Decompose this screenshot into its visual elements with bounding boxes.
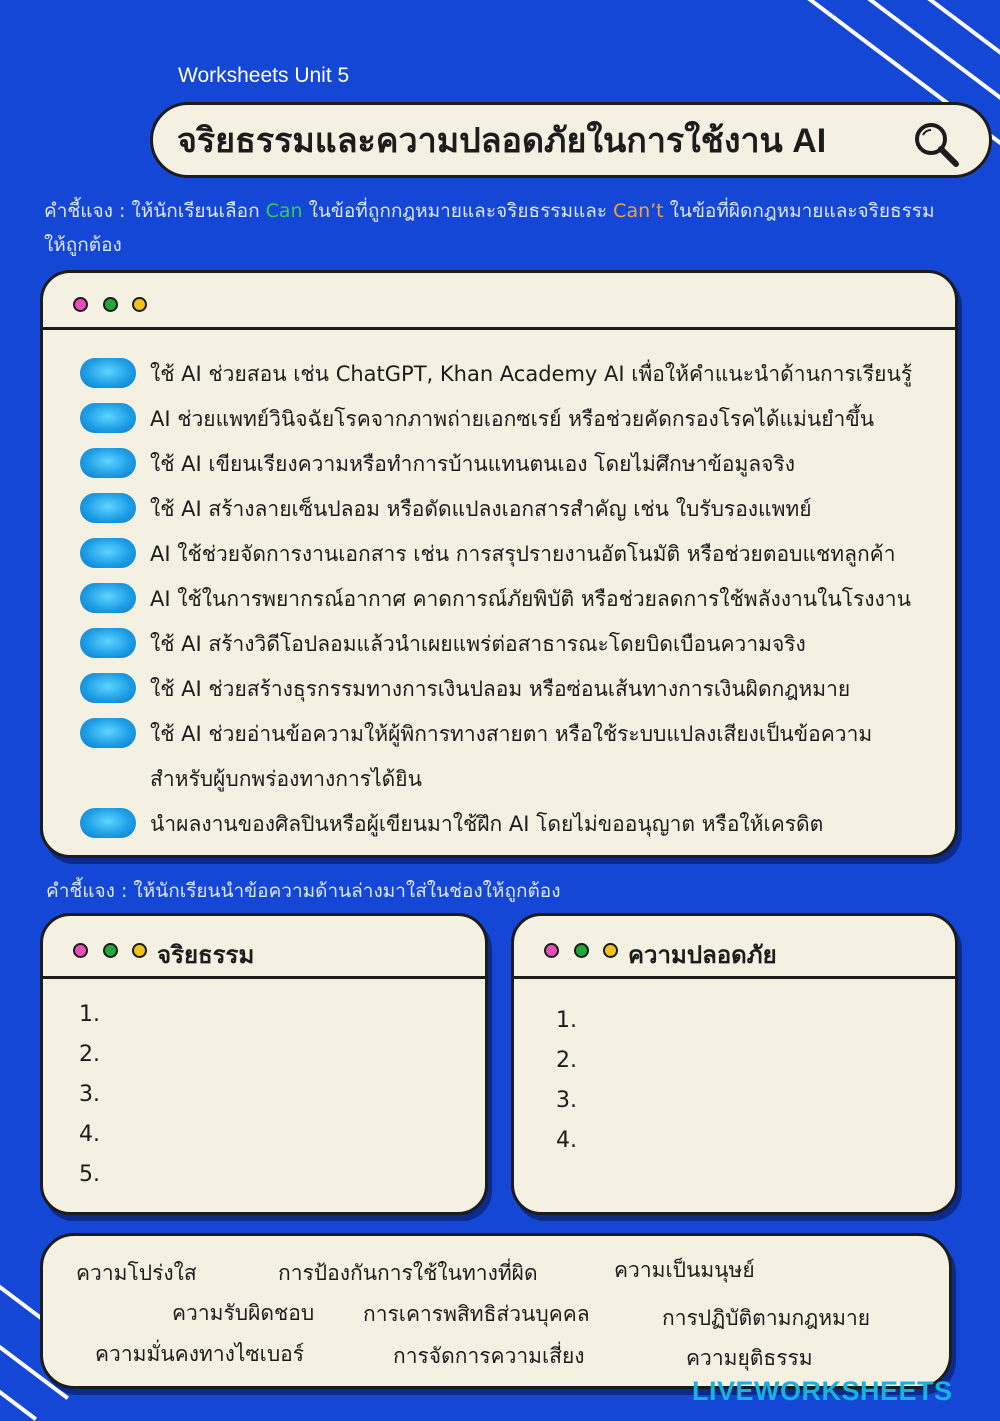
ethics-slot-3[interactable]: 3.	[79, 1082, 100, 1107]
word-chip-fairness[interactable]: ความยุติธรรม	[686, 1346, 813, 1370]
word-chip-responsibility[interactable]: ความรับผิดชอบ	[172, 1301, 315, 1325]
instruction-suffix: ในข้อที่ผิดกฎหมายและจริยธรรม	[669, 200, 935, 222]
ethics-slot-1[interactable]: 1.	[79, 1002, 100, 1027]
answer-toggle-3[interactable]	[80, 448, 136, 478]
word-chip-transparency[interactable]: ความโปร่งใส	[76, 1261, 197, 1285]
search-icon	[911, 119, 961, 169]
yellow-dot-icon	[132, 943, 147, 958]
word-chip-misuse-prevention[interactable]: การป้องกันการใช้ในทางที่ผิด	[278, 1261, 538, 1285]
title-bar	[150, 102, 992, 178]
instruction-1	[44, 194, 984, 262]
word-chip-risk-management[interactable]: การจัดการความเสี่ยง	[393, 1344, 585, 1368]
statement-1: ใช้ AI ช่วยสอน เช่น ChatGPT, Khan Academy AI เพื่อให้คำแนะนำด้านการเรียนรู้	[150, 362, 913, 386]
instruction-middle: ในข้อที่ถูกกฎหมายและจริยธรรมและ	[308, 200, 608, 222]
yellow-dot-icon	[132, 297, 147, 312]
statement-5: AI ใช้ช่วยจัดการงานเอกสาร เช่น การสรุปรายงานอัตโนมัติ หรือช่วยตอบแชทลูกค้า	[150, 542, 896, 566]
cant-keyword: Can’t	[613, 200, 664, 222]
decorative-stripe	[919, 0, 1000, 114]
yellow-dot-icon	[603, 943, 618, 958]
ethics-slot-2[interactable]: 2.	[79, 1042, 100, 1067]
statement-3: ใช้ AI เขียนเรียงความหรือทำการบ้านแทนตนเอง โดยไม่ศึกษาข้อมูลจริง	[150, 452, 796, 476]
statement-6: AI ใช้ในการพยากรณ์อากาศ คาดการณ์ภัยพิบัติ หรือช่วยลดการใช้พลังงานในโรงงาน	[150, 587, 911, 611]
word-chip-privacy[interactable]: การเคารพสิทธิส่วนบุคคล	[363, 1302, 590, 1326]
statement-9-line2: สำหรับผู้บกพร่องทางการได้ยิน	[150, 767, 422, 791]
statement-2: AI ช่วยแพทย์วินิจฉัยโรคจากภาพถ่ายเอกซเรย์ หรือช่วยคัดกรองโรคได้แม่นยำขึ้น	[150, 407, 875, 431]
statement-4: ใช้ AI สร้างลายเซ็นปลอม หรือดัดแปลงเอกสารสำคัญ เช่น ใบรับรองแพทย์	[150, 497, 812, 521]
statement-7: ใช้ AI สร้างวิดีโอปลอมแล้วนำเผยแพร่ต่อสาธารณะโดยบิดเบือนความจริง	[150, 632, 806, 656]
answer-toggle-9[interactable]	[80, 718, 136, 748]
ethics-slot-4[interactable]: 4.	[79, 1122, 100, 1147]
ethics-panel	[40, 913, 488, 1215]
pink-dot-icon	[73, 297, 88, 312]
page-title: จริยธรรมและความปลอดภัยในการใช้งาน AI	[177, 122, 827, 160]
instruction-line2: ให้ถูกต้อง	[44, 234, 122, 256]
safety-slot-3[interactable]: 3.	[556, 1088, 577, 1113]
instruction-2: คำชี้แจง : ให้นักเรียนนำข้อความด้านล่างมาใส่ในช่องให้ถูกต้อง	[46, 880, 561, 902]
answer-toggle-8[interactable]	[80, 673, 136, 703]
word-chip-law-compliance[interactable]: การปฏิบัติตามกฎหมาย	[662, 1306, 871, 1330]
safety-slot-4[interactable]: 4.	[556, 1128, 577, 1153]
green-dot-icon	[103, 297, 118, 312]
answer-toggle-5[interactable]	[80, 538, 136, 568]
answer-toggle-4[interactable]	[80, 493, 136, 523]
answer-toggle-2[interactable]	[80, 403, 136, 433]
statement-9: ใช้ AI ช่วยอ่านข้อความให้ผู้พิการทางสายตา หรือใช้ระบบแปลงเสียงเป็นข้อความ	[150, 722, 873, 746]
word-chip-cybersecurity[interactable]: ความมั่นคงทางไซเบอร์	[95, 1342, 305, 1366]
statement-10: นำผลงานของศิลปินหรือผู้เขียนมาใช้ฝึก AI โดยไม่ขออนุญาต หรือให้เครดิต	[150, 812, 824, 836]
safety-title: ความปลอดภัย	[628, 941, 777, 969]
liveworksheets-watermark: LIVEWORKSHEETS	[692, 1376, 953, 1406]
worksheet-subtitle: Worksheets Unit 5	[178, 64, 350, 87]
instruction-prefix: คำชี้แจง : ให้นักเรียนเลือก	[44, 200, 260, 222]
statement-8: ใช้ AI ช่วยสร้างธุรกรรมทางการเงินปลอม หรือซ่อนเส้นทางการเงินผิดกฎหมาย	[150, 677, 851, 701]
answer-toggle-7[interactable]	[80, 628, 136, 658]
decorative-stripe	[0, 1345, 37, 1420]
pink-dot-icon	[73, 943, 88, 958]
can-keyword: Can	[265, 200, 303, 222]
ethics-slot-5[interactable]: 5.	[79, 1162, 100, 1187]
answer-toggle-6[interactable]	[80, 583, 136, 613]
green-dot-icon	[103, 943, 118, 958]
green-dot-icon	[574, 943, 589, 958]
window-titlebar	[43, 273, 955, 330]
safety-slot-2[interactable]: 2.	[556, 1048, 577, 1073]
answer-toggle-1[interactable]	[80, 358, 136, 388]
safety-slot-1[interactable]: 1.	[556, 1008, 577, 1033]
safety-panel	[511, 913, 958, 1215]
ethics-title: จริยธรรม	[157, 941, 255, 969]
answer-toggle-10[interactable]	[80, 808, 136, 838]
word-chip-humanity[interactable]: ความเป็นมนุษย์	[614, 1258, 755, 1282]
pink-dot-icon	[544, 943, 559, 958]
